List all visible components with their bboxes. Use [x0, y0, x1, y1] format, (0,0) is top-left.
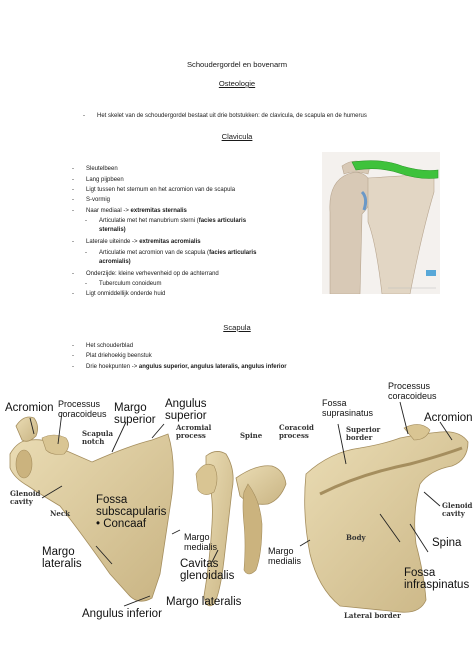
label-acromion-right: Acromion	[424, 412, 473, 424]
label-processus-coracoideus-left: Processus coracoideus	[58, 399, 107, 419]
label-spina: Spina	[432, 537, 462, 549]
label-cavitas-glenoidalis: Cavitas glenoidalis	[180, 558, 235, 582]
list-item: - Naar mediaal -> extremitas sternalis	[72, 208, 187, 214]
label-margo-medialis-right: Margo medialis	[268, 546, 302, 566]
label-angulus-inferior: Angulus inferior	[82, 608, 162, 620]
list-item: - Articulatie met acromion van de scapula (facies articularis	[85, 250, 257, 256]
label-fossa-infraspinatus: Fossa infraspinatus	[404, 567, 470, 591]
document-title: Schoudergordel en bovenarm	[186, 60, 288, 69]
clavicle-illustration	[322, 152, 440, 294]
list-item: - Tuberculum conoideum	[85, 281, 162, 287]
section-heading-scapula: Scapula	[223, 323, 251, 332]
list-item: - Lang pijpbeen	[72, 177, 124, 183]
list-item: - Onderzijde: kleine verhevenheid op de achterrand	[72, 271, 219, 277]
label-scapula-notch: Scapula notch	[82, 429, 114, 446]
label-margo-superior: Margo superior	[114, 402, 156, 426]
list-item-continuation: sternalis)	[99, 227, 126, 233]
label-fossa-suprasinatus: Fossa suprasinatus	[322, 398, 374, 418]
label-glenoid-cavity-right: Glenoid cavity	[442, 501, 473, 518]
list-item: - Sleutelbeen	[72, 166, 118, 172]
list-item-continuation: acromialis)	[99, 259, 131, 265]
label-angulus-superior: Angulus superior	[165, 398, 207, 422]
list-item: - Ligt onmiddellijk onderde huid	[72, 291, 166, 297]
label-processus-coracoideus-right: Processus coracoideus	[388, 381, 437, 401]
intro-item: - Het skelet van de schoudergordel bestaat uit drie botstukken: de clavicula, de scapula en de humerus	[83, 113, 367, 119]
label-margo-lateralis-left: Margo lateralis	[42, 546, 82, 570]
label-margo-medialis-center: Margo medialis	[184, 532, 218, 552]
section-heading-osteologie: Osteologie	[218, 79, 256, 88]
list-item: - Drie hoekpunten -> angulus superior, angulus lateralis, angulus inferior	[72, 364, 287, 370]
list-item: - Articulatie met het manubrium sterni (facies articularis	[85, 218, 247, 224]
label-acromion-left: Acromion	[5, 402, 54, 414]
label-coracoid-process: Coracoid process	[279, 423, 314, 440]
label-lateral-border: Lateral border	[344, 611, 401, 620]
label-margo-lateralis-center: Margo lateralis	[166, 596, 242, 608]
label-body: Body	[346, 533, 366, 542]
label-superior-border: Superior border	[346, 425, 381, 442]
label-glenoid-cavity-left: Glenoid cavity	[10, 489, 41, 506]
section-heading-clavicula: Clavicula	[221, 132, 253, 141]
label-neck: Neck	[50, 509, 70, 518]
list-item: - S-vormig	[72, 197, 111, 203]
list-item: - Laterale uiteinde -> extremitas acromialis	[72, 239, 201, 245]
list-item: - Plat driehoekig beenstuk	[72, 353, 152, 359]
label-acromial-process: Acromial process	[176, 423, 212, 440]
label-fossa-subscapularis: Fossa subscapularis • Concaaf	[96, 494, 167, 530]
list-item: - Ligt tussen het sternum en het acromion van de scapula	[72, 187, 236, 193]
list-item: - Het schouderblad	[72, 343, 134, 349]
label-spine: Spine	[240, 431, 263, 440]
